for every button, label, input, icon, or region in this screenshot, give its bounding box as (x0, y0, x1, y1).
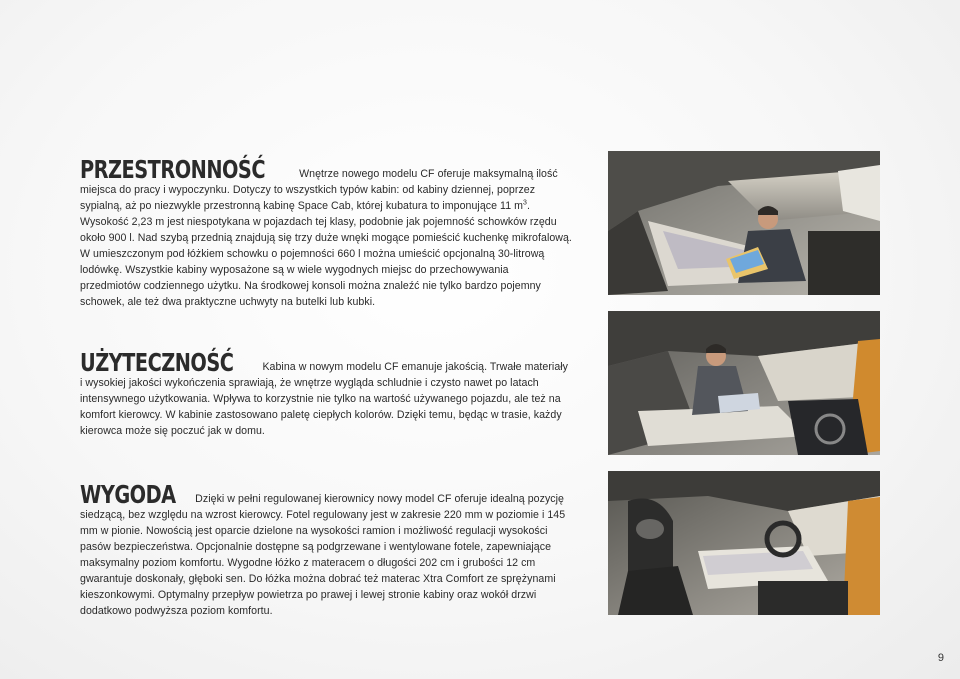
page-number: 9 (937, 652, 944, 664)
photo-cab-interior-laptop (608, 151, 880, 295)
section-text-continued: . Wysokość 2,23 m jest niespotykana w pojazdach tej klasy, podobnie jak pojemność schowków rzędu około 900 l. Nad szybą przednią znajdują się trzy duże wnęki mogące pomieścić kuchenkę mikrofalową. W umieszczonym pod łóżkiem schowku o pojemności 660 l można umieścić opcjonalną 30-litrową lodówkę. Wszystkie kabiny wyposażone są w wiele wygodnych miejsc do przechowywania przedmiotów codziennego użytku. Na środkowej konsoli można znaleźć nie tylko bardzo pojemny schowek, ale też dwa praktyczne uchwyty na butelki lub kubki. (80, 200, 572, 308)
section-wygoda (80, 480, 572, 619)
section-paragraph (80, 155, 572, 310)
section-uzytecznosc (80, 348, 572, 439)
section-text: Wnętrze nowego modelu CF oferuje maksymalną ilość miejsca do pracy i wypoczynku. Dotyczy to wszystkich typów kabin: od kabiny dziennej, poprzez sypialną, aż po niezwykle przestronną kabinę Space Cab, której kubatura to imponujące 11 m (80, 168, 558, 212)
cab-interior-man-on-bed-icon (608, 311, 880, 455)
superscript: 3 (523, 199, 527, 207)
section-text: Dzięki w pełni regulowanej kierownicy nowy model CF oferuje idealną pozycję siedzącą, bez względu na wzrost kierowcy. Fotel regulowany jest w zakresie 220 mm w poziomie i 145 mm w pionie. Nowością jest oparcie dzielone na wysokości ramion i możliwość regulacji wysokości pasów bezpieczeństwa. Opcjonalnie dostępne są podgrzewane i wentylowane fotele, zapewniające maksymalny poziom komfortu. Wygodne łóżko z materacem o długości 202 cm i grubości 12 cm gwarantuje doskonały, głęboki sen. Do łóżka można dobrać też materac Xtra Comfort ze sprężynami kieszonkowymi. Optymalny przepływ powietrza po prawej i lewej stronie kabiny oraz wokół drzwi dodatkowo podwyższa poziom komfortu. (80, 493, 566, 617)
section-paragraph (80, 348, 572, 439)
section-text: Kabina w nowym modelu CF emanuje jakością. Trwałe materiały i wysokiej jakości wykończenia sprawiają, że wnętrze wygląda schludnie i czysto nawet po latach intensywnego użytkowania. Wpływa to korzystnie nie tylko na wartość używanego pojazdu, ale też na komfort kierowcy. W kabinie zastosowano paletę ciepłych kolorów. Dzięki temu, będąc w trasie, każdy kierowca może się poczuć jak w domu. (80, 361, 569, 437)
section-heading: WYGODA (80, 480, 176, 509)
photo-cab-interior-bed (608, 311, 880, 455)
section-heading: UŻYTECZNOŚĆ (80, 348, 234, 377)
photo-cab-interior-seat (608, 471, 880, 615)
cab-interior-man-with-laptop-icon (608, 151, 880, 295)
section-paragraph (80, 480, 572, 619)
section-heading: PRZESTRONNOŚĆ (80, 155, 266, 184)
cab-interior-seat-and-bed-icon (608, 471, 880, 615)
section-przestronnosc (80, 155, 572, 310)
